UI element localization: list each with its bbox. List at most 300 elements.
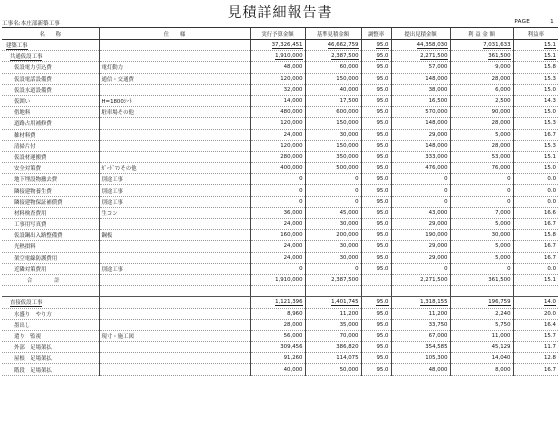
profit-amount <box>450 274 513 285</box>
profit-rate-text: 14.0 <box>543 299 556 306</box>
adjust-rate-text: 95.0 <box>376 321 389 328</box>
adjust-rate-text: 95.0 <box>376 165 389 172</box>
std-estimate-text: 2,387,500 <box>331 277 359 284</box>
item-spec <box>99 353 250 364</box>
item-name-text: 道路占用補修費 <box>14 121 52 128</box>
submit-estimate <box>391 330 450 341</box>
adjust-rate-text: 95.0 <box>376 310 389 317</box>
std-estimate-text: 30,000 <box>339 131 359 138</box>
item-spec <box>99 274 250 285</box>
profit-rate-text: 12.8 <box>543 355 556 362</box>
profit-rate <box>513 129 558 140</box>
item-name-text: 隣接建物養生費 <box>14 188 52 195</box>
table-row <box>2 129 558 140</box>
item-name <box>2 230 99 241</box>
exec-budget <box>250 140 305 151</box>
exec-budget <box>250 196 305 207</box>
col-header-exec-budget: 実行予算金額 <box>250 28 305 40</box>
adjust-rate-text: 95.0 <box>376 42 389 49</box>
item-name-text: 直接仮設工事 <box>10 300 43 307</box>
adjust-rate <box>361 219 391 230</box>
profit-amount <box>450 73 513 84</box>
profit-amount-text: 5,000 <box>495 131 511 138</box>
table-row <box>2 330 558 341</box>
submit-estimate-text: 38,000 <box>428 86 448 93</box>
submit-estimate-text: 2,271,500 <box>420 277 448 284</box>
submit-estimate-text: 333,000 <box>425 153 448 160</box>
exec-budget <box>250 129 305 140</box>
exec-budget <box>250 241 305 252</box>
table-row <box>2 73 558 84</box>
profit-amount-text: 196,759 <box>488 299 511 306</box>
profit-rate <box>513 330 558 341</box>
item-name <box>2 330 99 341</box>
col-header-profit: 利 益 金 額 <box>450 28 513 40</box>
item-name <box>2 163 99 174</box>
std-estimate <box>305 364 361 375</box>
table-row <box>2 151 558 162</box>
item-name <box>2 297 99 308</box>
profit-amount-text: 0 <box>507 198 511 205</box>
adjust-rate <box>361 185 391 196</box>
item-name-text: 架空電線防護費用 <box>14 255 58 262</box>
item-name-text: 建築工事 <box>6 43 28 50</box>
table-row <box>2 174 558 185</box>
exec-budget-text: 36,000 <box>283 209 303 216</box>
exec-budget-text: 24,000 <box>283 243 303 250</box>
profit-amount <box>450 84 513 95</box>
std-estimate <box>305 274 361 285</box>
item-name-text: 借地料 <box>14 110 31 117</box>
exec-budget <box>250 73 305 84</box>
submit-estimate-text: 105,300 <box>425 355 448 362</box>
exec-budget <box>250 364 305 375</box>
submit-estimate <box>391 286 450 297</box>
profit-rate <box>513 84 558 95</box>
item-name-text: 仮設電力引込費 <box>14 65 52 72</box>
item-name <box>2 185 99 196</box>
item-spec-text: 電灯動力 <box>101 65 124 72</box>
profit-rate-text: 15.3 <box>543 142 556 149</box>
profit-amount-text: 90,000 <box>491 109 511 116</box>
item-name <box>2 319 99 330</box>
item-name <box>2 263 99 274</box>
profit-rate-text: 20.0 <box>543 310 556 317</box>
submit-estimate-text: 29,000 <box>428 221 448 228</box>
std-estimate-text: 17,500 <box>339 98 359 105</box>
profit-amount <box>450 230 513 241</box>
adjust-rate-text: 95.0 <box>376 254 389 261</box>
exec-budget-text: 120,000 <box>280 120 303 127</box>
std-estimate-text: 11,200 <box>339 310 359 317</box>
exec-budget <box>250 230 305 241</box>
adjust-rate-text: 95.0 <box>376 64 389 71</box>
exec-budget <box>250 274 305 285</box>
std-estimate <box>305 140 361 151</box>
item-name-text: 地下埋設物撤去費 <box>14 177 58 184</box>
exec-budget <box>250 163 305 174</box>
std-estimate-text: 500,000 <box>336 165 359 172</box>
item-spec <box>99 241 250 252</box>
std-estimate-text: 0 <box>355 187 359 194</box>
profit-amount-text: 9,000 <box>495 64 511 71</box>
profit-rate <box>513 263 558 274</box>
blank-row <box>2 286 558 297</box>
exec-budget <box>250 297 305 308</box>
submit-estimate-text: 11,200 <box>428 310 448 317</box>
adjust-rate <box>361 274 391 285</box>
table-row <box>2 185 558 196</box>
item-name-text: 仮設電話設備費 <box>14 76 52 83</box>
exec-budget-text: 24,000 <box>283 131 303 138</box>
profit-rate <box>513 174 558 185</box>
adjust-rate <box>361 51 391 62</box>
std-estimate-text: 30,000 <box>339 254 359 261</box>
item-spec <box>99 185 250 196</box>
submit-estimate <box>391 353 450 364</box>
adjust-rate-text: 95.0 <box>376 53 389 60</box>
profit-amount <box>450 330 513 341</box>
profit-amount <box>450 252 513 263</box>
item-name <box>2 353 99 364</box>
total-row <box>2 274 558 285</box>
exec-budget-text: 160,000 <box>280 232 303 239</box>
profit-rate <box>513 163 558 174</box>
col-header-spec: 仕 様 <box>99 28 250 40</box>
item-spec-text: 生コン <box>101 210 118 217</box>
table-row <box>2 263 558 274</box>
item-name-text: 仮設鋼出入路整備費 <box>14 233 63 240</box>
profit-rate-text: 11.7 <box>543 344 556 351</box>
profit-rate-text: 15.1 <box>543 277 556 284</box>
col-header-submit-estimate: 提出見積金額 <box>391 28 450 40</box>
exec-budget-text: 280,000 <box>280 153 303 160</box>
profit-rate <box>513 107 558 118</box>
profit-amount <box>450 129 513 140</box>
submit-estimate <box>391 342 450 353</box>
profit-rate <box>513 308 558 319</box>
profit-rate-text: 0.0 <box>547 198 556 205</box>
adjust-rate <box>361 73 391 84</box>
profit-rate-text: 14.3 <box>543 98 556 105</box>
item-spec <box>99 163 250 174</box>
std-estimate <box>305 84 361 95</box>
table-row <box>2 364 558 375</box>
exec-budget-text: 120,000 <box>280 75 303 82</box>
profit-rate <box>513 319 558 330</box>
profit-rate-text: 15.0 <box>543 109 556 116</box>
profit-rate <box>513 230 558 241</box>
profit-rate-text: 15.0 <box>543 165 556 172</box>
item-spec <box>99 219 250 230</box>
table-row <box>2 319 558 330</box>
item-name <box>2 140 99 151</box>
exec-budget <box>250 151 305 162</box>
exec-budget-text: 24,000 <box>283 254 303 261</box>
adjust-rate <box>361 84 391 95</box>
adjust-rate <box>361 207 391 218</box>
exec-budget <box>250 207 305 218</box>
profit-rate-text: 0.0 <box>547 265 556 272</box>
exec-budget-text: 37,326,451 <box>271 42 303 49</box>
table-row <box>2 219 558 230</box>
profit-amount-text: 45,129 <box>491 344 511 351</box>
project-label: 工事名: <box>2 21 21 27</box>
submit-estimate-text: 29,000 <box>428 243 448 250</box>
profit-rate <box>513 51 558 62</box>
std-estimate <box>305 230 361 241</box>
adjust-rate <box>361 107 391 118</box>
item-name <box>2 51 99 62</box>
item-spec <box>99 129 250 140</box>
profit-amount <box>450 286 513 297</box>
profit-rate-text: 15.1 <box>543 42 556 49</box>
item-spec <box>99 151 250 162</box>
item-spec <box>99 342 250 353</box>
submit-estimate <box>391 252 450 263</box>
exec-budget <box>250 219 305 230</box>
exec-budget-text: 0 <box>299 187 303 194</box>
submit-estimate <box>391 207 450 218</box>
table-row <box>2 51 558 62</box>
profit-amount-text: 28,000 <box>491 142 511 149</box>
std-estimate <box>305 95 361 106</box>
std-estimate-text: 2,387,500 <box>331 53 359 60</box>
submit-estimate <box>391 319 450 330</box>
std-estimate-text: 46,662,759 <box>327 42 359 49</box>
table-row <box>2 308 558 319</box>
table-row <box>2 163 558 174</box>
profit-amount-text: 28,000 <box>491 120 511 127</box>
item-spec-text: ｶﾞｰﾄﾞﾏﾝその他 <box>101 166 137 173</box>
item-spec <box>99 207 250 218</box>
table-row <box>2 95 558 106</box>
item-name <box>2 84 99 95</box>
adjust-rate <box>361 95 391 106</box>
table-row <box>2 118 558 129</box>
profit-amount <box>450 308 513 319</box>
profit-rate <box>513 219 558 230</box>
profit-rate <box>513 62 558 73</box>
profit-rate <box>513 342 558 353</box>
submit-estimate-text: 29,000 <box>428 254 448 261</box>
profit-amount <box>450 297 513 308</box>
std-estimate <box>305 319 361 330</box>
item-name-text: 仮囲い <box>14 99 31 106</box>
exec-budget-text: 120,000 <box>280 142 303 149</box>
profit-rate-text: 15.0 <box>543 86 556 93</box>
submit-estimate <box>391 241 450 252</box>
std-estimate-text: 1,401,745 <box>331 299 359 306</box>
adjust-rate-text: 95.0 <box>376 344 389 351</box>
exec-budget <box>250 118 305 129</box>
exec-budget-text: 32,000 <box>283 86 303 93</box>
exec-budget-text: 1,910,000 <box>275 277 303 284</box>
exec-budget <box>250 308 305 319</box>
exec-budget-text: 28,000 <box>283 321 303 328</box>
item-spec-text: 別途工事 <box>101 188 124 195</box>
item-name-text: 遣り 監視 <box>14 333 41 340</box>
exec-budget-text: 56,000 <box>283 332 303 339</box>
profit-amount-text: 11,000 <box>491 332 511 339</box>
table-header <box>2 28 558 40</box>
profit-rate <box>513 185 558 196</box>
item-name-text: 工事用写真費 <box>14 222 47 229</box>
exec-budget <box>250 95 305 106</box>
profit-amount <box>450 185 513 196</box>
profit-amount-text: 0 <box>507 187 511 194</box>
profit-amount-text: 361,500 <box>488 53 511 60</box>
adjust-rate-text: 95.0 <box>376 198 389 205</box>
item-name <box>2 342 99 353</box>
profit-amount-text: 5,000 <box>495 221 511 228</box>
submit-estimate <box>391 129 450 140</box>
std-estimate <box>305 73 361 84</box>
adjust-rate <box>361 140 391 151</box>
profit-rate <box>513 274 558 285</box>
exec-budget-text: 48,000 <box>283 64 303 71</box>
table-row <box>2 62 558 73</box>
profit-rate-text: 15.8 <box>543 64 556 71</box>
std-estimate <box>305 151 361 162</box>
table-row <box>2 207 558 218</box>
profit-amount-text: 6,000 <box>495 86 511 93</box>
std-estimate <box>305 353 361 364</box>
item-name <box>2 62 99 73</box>
profit-amount-text: 7,000 <box>495 209 511 216</box>
item-spec <box>99 297 250 308</box>
table-row <box>2 140 558 151</box>
profit-amount-text: 30,000 <box>491 232 511 239</box>
item-spec-text: 別途工事 <box>101 266 124 273</box>
page-number: 1 <box>550 19 554 25</box>
profit-amount <box>450 151 513 162</box>
profit-rate-text: 15.7 <box>543 332 556 339</box>
submit-estimate <box>391 95 450 106</box>
profit-rate-text: 0.0 <box>547 187 556 194</box>
adjust-rate <box>361 241 391 252</box>
adjust-rate <box>361 330 391 341</box>
submit-estimate <box>391 219 450 230</box>
profit-amount-text: 5,000 <box>495 243 511 250</box>
item-name <box>2 196 99 207</box>
profit-rate-text: 15.3 <box>543 120 556 127</box>
submit-estimate <box>391 297 450 308</box>
exec-budget-text: 0 <box>299 265 303 272</box>
std-estimate-text: 200,000 <box>336 232 359 239</box>
submit-estimate-text: 0 <box>444 187 448 194</box>
profit-amount <box>450 118 513 129</box>
std-estimate-text: 150,000 <box>336 75 359 82</box>
std-estimate-text: 0 <box>355 265 359 272</box>
adjust-rate-text: 95.0 <box>376 131 389 138</box>
submit-estimate <box>391 163 450 174</box>
std-estimate <box>305 174 361 185</box>
profit-rate <box>513 286 558 297</box>
profit-amount <box>450 319 513 330</box>
item-name <box>2 107 99 118</box>
submit-estimate-text: 148,000 <box>425 142 448 149</box>
adjust-rate-text: 95.0 <box>376 98 389 105</box>
adjust-rate <box>361 151 391 162</box>
std-estimate <box>305 40 361 51</box>
exec-budget-text: 309,456 <box>280 344 303 351</box>
submit-estimate <box>391 364 450 375</box>
report-title: 見積詳細報告書 <box>227 5 333 21</box>
item-name-text: 水盛り やり方 <box>14 311 52 318</box>
submit-estimate <box>391 308 450 319</box>
profit-rate <box>513 207 558 218</box>
profit-rate-text: 16.7 <box>543 254 556 261</box>
submit-estimate <box>391 40 450 51</box>
std-estimate <box>305 263 361 274</box>
adjust-rate-text: 95.0 <box>376 187 389 194</box>
exec-budget-text: 0 <box>299 198 303 205</box>
profit-amount-text: 76,000 <box>491 165 511 172</box>
profit-amount-text: 5,000 <box>495 254 511 261</box>
table-row <box>2 107 558 118</box>
profit-rate-text: 16.4 <box>543 321 556 328</box>
profit-rate-text: 15.1 <box>543 53 556 60</box>
std-estimate <box>305 297 361 308</box>
profit-amount <box>450 163 513 174</box>
std-estimate-text: 30,000 <box>339 221 359 228</box>
profit-rate-text: 15.1 <box>543 153 556 160</box>
std-estimate-text: 386,820 <box>336 344 359 351</box>
std-estimate <box>305 286 361 297</box>
profit-rate-text: 0.0 <box>547 176 556 183</box>
adjust-rate-text: 95.0 <box>376 366 389 373</box>
submit-estimate-text: 476,000 <box>425 165 448 172</box>
std-estimate <box>305 107 361 118</box>
exec-budget <box>250 353 305 364</box>
item-spec-text: 通信・交通費 <box>101 76 134 83</box>
submit-estimate <box>391 51 450 62</box>
item-spec-text: H=1800ｼｰﾄ <box>101 99 132 106</box>
adjust-rate <box>361 263 391 274</box>
profit-amount <box>450 353 513 364</box>
std-estimate-text: 0 <box>355 176 359 183</box>
col-header-profit-rate: 利益率 <box>513 28 558 40</box>
adjust-rate <box>361 286 391 297</box>
item-name <box>2 95 99 106</box>
submit-estimate <box>391 118 450 129</box>
item-name-text: 墨出し <box>14 322 31 329</box>
exec-budget-text: 91,260 <box>283 355 303 362</box>
std-estimate <box>305 207 361 218</box>
item-name-text: 合計 <box>26 278 82 285</box>
profit-rate <box>513 364 558 375</box>
item-name-text: 共通仮設工事 <box>10 54 43 61</box>
submit-estimate-text: 29,000 <box>428 131 448 138</box>
estimate-table <box>2 27 558 376</box>
item-name <box>2 219 99 230</box>
std-estimate-text: 150,000 <box>336 120 359 127</box>
exec-budget <box>250 252 305 263</box>
exec-budget <box>250 330 305 341</box>
item-spec <box>99 330 250 341</box>
std-estimate <box>305 342 361 353</box>
item-name-text: 近隣対策費用 <box>14 266 47 273</box>
table-row <box>2 241 558 252</box>
table-row <box>2 353 558 364</box>
std-estimate <box>305 118 361 129</box>
std-estimate <box>305 241 361 252</box>
profit-amount-text: 28,000 <box>491 75 511 82</box>
std-estimate-text: 60,000 <box>339 64 359 71</box>
std-estimate <box>305 62 361 73</box>
item-name-text: 外部 足場架払 <box>14 345 52 352</box>
